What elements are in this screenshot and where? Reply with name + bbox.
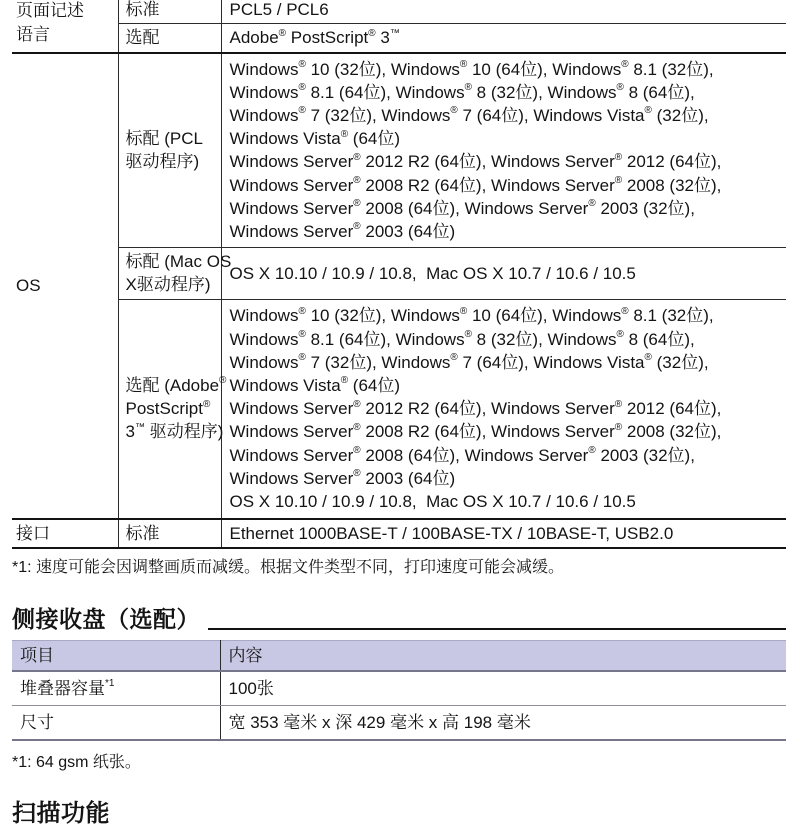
- table-row: [12, 299, 786, 519]
- interface-value: Ethernet 1000BASE-T / 100BASE-TX / 10BASE-T, USB2.0: [221, 519, 786, 548]
- text-line: Windows Server® 2012 R2 (64位), Windows Server® 2012 (64位),: [229, 398, 722, 419]
- text-line: Windows Server® 2008 R2 (64位), Windows Server® 2008 (32位),: [229, 175, 722, 195]
- text-line: Windows Vista® (64位): [229, 375, 401, 396]
- text-line: Windows Server® 2003 (64位): [229, 221, 456, 242]
- text-line: OS X 10.10 / 10.9 / 10.8, Mac OS X 10.7 / 10.6 / 10.5: [229, 492, 636, 512]
- paper-weight-footnote: *1: 64 gsm 纸张。: [12, 754, 141, 772]
- heading-rule: [208, 628, 786, 630]
- page-language-optional-value: Adobe® PostScript® 3™: [221, 24, 786, 53]
- tray-dimensions-label: 尺寸: [12, 706, 220, 741]
- side-tray-title: 侧接收盘（选配）: [12, 606, 200, 633]
- text-line: Windows Vista® (64位): [229, 128, 401, 149]
- text-line: 标配 (Mac OS: [125, 252, 232, 272]
- scan-section-title: 扫描功能: [12, 800, 110, 828]
- text-line: Windows Server® 2008 R2 (64位), Windows Server® 2008 (32位),: [229, 421, 722, 442]
- printer-spec-table: [12, 0, 786, 549]
- text-line: 驱动程序): [125, 152, 200, 172]
- text-line: 3™ 驱动程序): [125, 421, 224, 442]
- table-row: [12, 24, 786, 53]
- table-row: [12, 53, 786, 248]
- table-row: [12, 706, 786, 741]
- side-tray-section-heading: [12, 604, 786, 634]
- os-mac-driver-label: [118, 248, 232, 299]
- text-line: PostScript®: [125, 398, 211, 419]
- text-line: Windows Server® 2008 (64位), Windows Server® 2003 (32位),: [229, 445, 695, 465]
- os-postscript-driver-label: [118, 299, 227, 519]
- table-row: [12, 519, 786, 548]
- side-tray-table: [12, 640, 786, 741]
- text-line: Windows Server® 2008 (64位), Windows Server® 2003 (32位),: [229, 198, 695, 218]
- table-header-row: [12, 641, 786, 672]
- os-mac-driver-value: OS X 10.10 / 10.9 / 10.8, Mac OS X 10.7 / 10.6 / 10.5: [221, 248, 786, 299]
- tray-stacker-capacity-label: 堆叠器容量$^{*1}$: [12, 671, 220, 706]
- os-pcl-driver-label: [118, 53, 221, 248]
- tray-stacker-capacity-value: 100张: [220, 671, 786, 706]
- text-line: X驱动程序): [125, 275, 211, 295]
- text-line: Windows® 10 (32位), Windows® 10 (64位), Windows® 8.1 (32位),: [229, 58, 714, 79]
- table-row: [12, 248, 786, 299]
- text-line: Windows® 7 (32位), Windows® 7 (64位), Windows Vista® (32位),: [229, 352, 709, 372]
- tray-header-item: 项目: [12, 641, 220, 672]
- tray-dimensions-value: 宽 353 毫米 x 深 429 毫米 x 高 198 毫米: [220, 706, 786, 741]
- text-line: Windows® 10 (32位), Windows® 10 (64位), Windows® 8.1 (32位),: [229, 305, 714, 326]
- footnote-marker: *1: [105, 678, 115, 690]
- text-line: 选配 (Adobe®: [125, 375, 227, 396]
- text-line: Windows® 7 (32位), Windows® 7 (64位), Windows Vista® (32位),: [229, 105, 709, 126]
- text-line: 页面记述: [16, 1, 84, 20]
- interface-standard-label: 标准: [118, 519, 221, 548]
- table-row: [12, 0, 786, 24]
- page-language-label-cell: [12, 0, 118, 53]
- text-line: Windows Server® 2003 (64位): [229, 468, 456, 488]
- print-speed-footnote: *1: 速度可能会因调整画质而减缓。根据文件类型不同，打印速度可能会减缓。: [12, 559, 565, 577]
- os-label-cell: OS: [12, 53, 118, 519]
- text-line: Windows® 8.1 (64位), Windows® 8 (32位), Windows® 8 (64位),: [229, 82, 695, 102]
- text-line: 语言: [16, 25, 50, 44]
- text-line: 标配 (PCL: [125, 129, 203, 149]
- page-language-standard-value: PCL5 / PCL6: [221, 0, 786, 24]
- text-line: Windows Server® 2012 R2 (64位), Windows Server® 2012 (64位),: [229, 151, 722, 172]
- os-pcl-driver-value: [221, 53, 786, 248]
- interface-label: 接口: [12, 519, 118, 548]
- text-line: Windows® 8.1 (64位), Windows® 8 (32位), Windows® 8 (64位),: [229, 328, 695, 349]
- tray-header-content: 内容: [220, 641, 786, 672]
- os-postscript-driver-value: [221, 299, 786, 519]
- page-language-optional-label: 选配: [118, 24, 221, 53]
- table-row: [12, 671, 786, 706]
- page-language-standard-label: 标准: [118, 0, 221, 24]
